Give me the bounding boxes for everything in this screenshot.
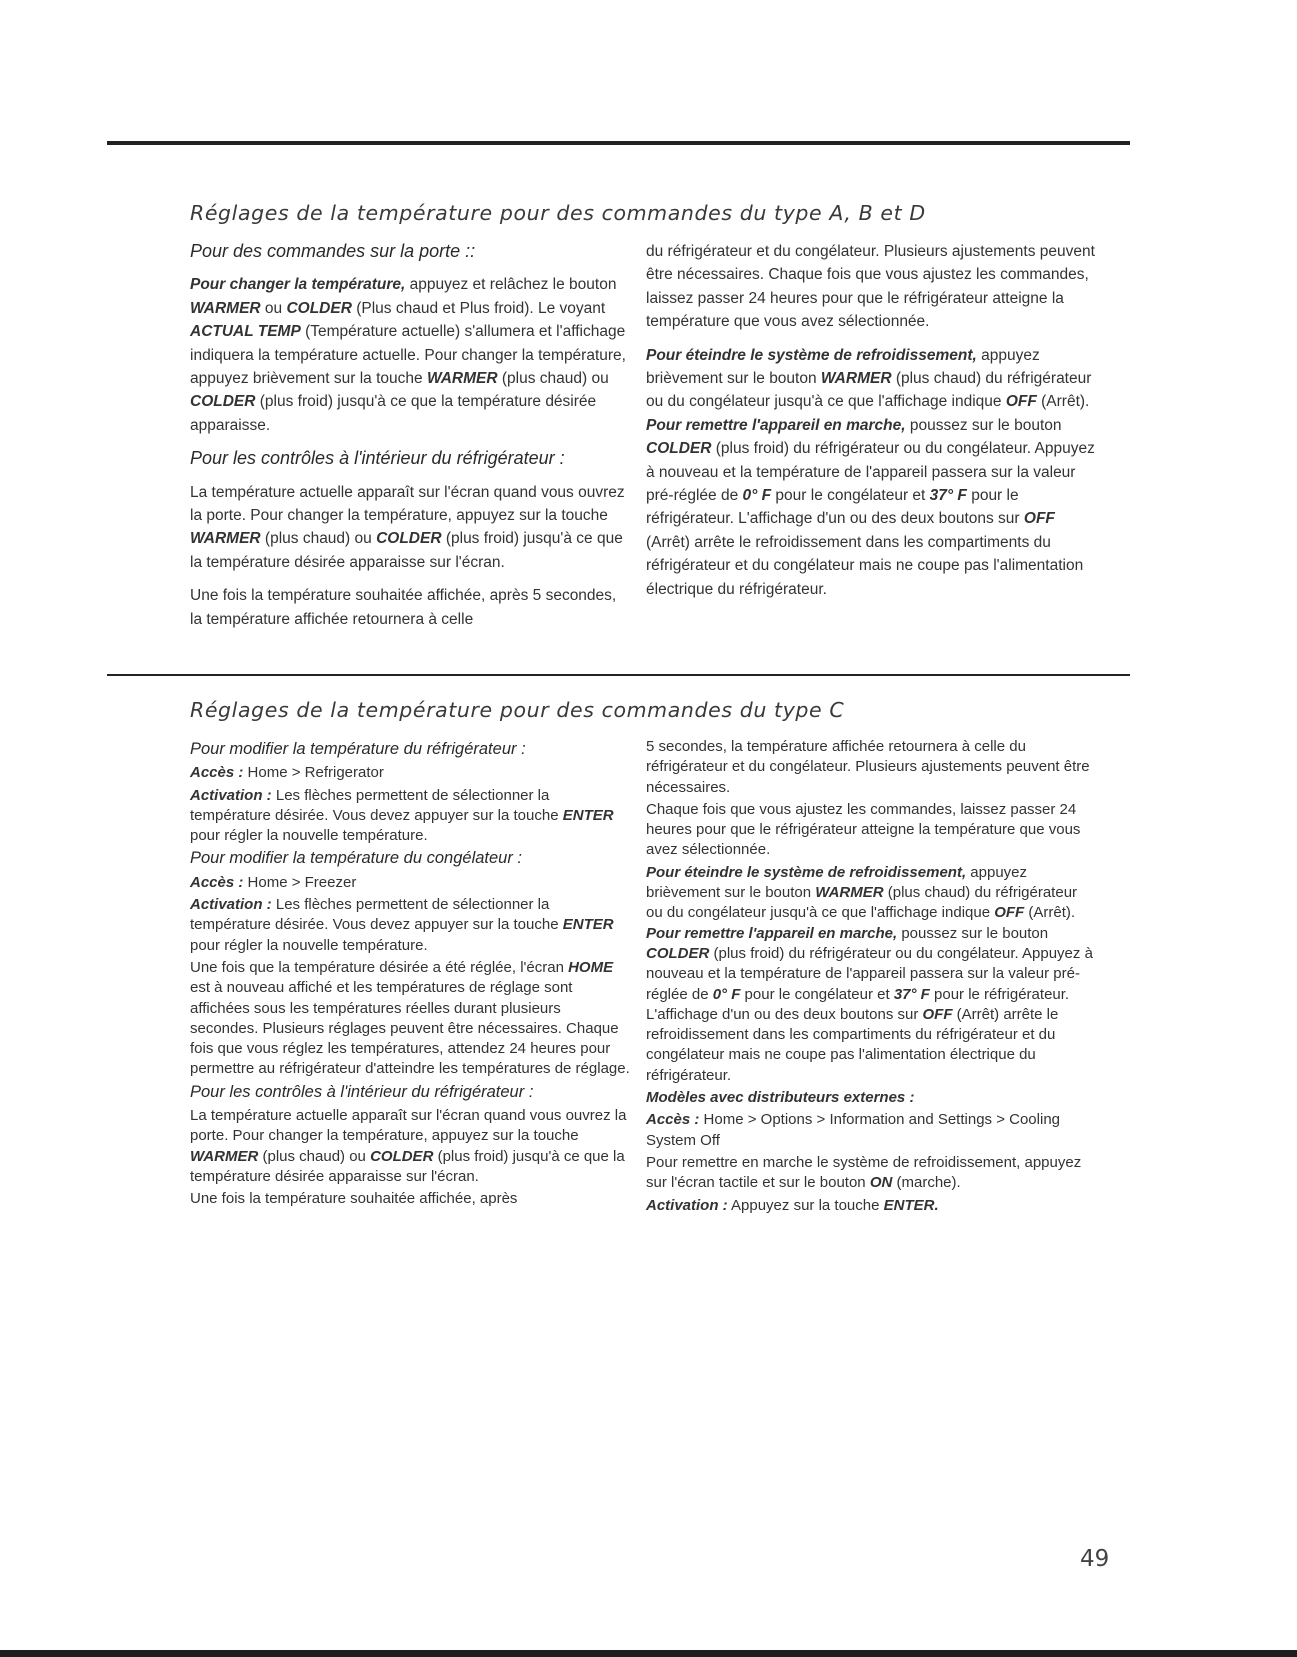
cooling-off-paragraph [646, 344, 1096, 601]
text: est à nouveau affiché et les températures de réglage sont affichées sous les températures réelles durant plusieurs secondes. Plusieurs réglages peuvent être nécessaires. Chaque fois que vous réglez les températures, attendez 24 heures pour permettre au réfrigérateur d'atteindre les températures de réglage. [190, 979, 630, 1078]
freezer-preset: 0° F [712, 985, 741, 1003]
colder-key: COLDER [646, 440, 712, 458]
text: Une fois que la température désirée a été réglée, l'écran [190, 958, 569, 976]
text: appuyez brièvement sur le bouton [646, 863, 1028, 902]
text: (plus froid) jusqu'à ce que la température désirée apparaisse. [190, 393, 597, 434]
section1-right-column [646, 240, 1096, 611]
text: (plus chaud) ou [258, 1147, 371, 1165]
section1-title: Réglages de la température pour des commandes du type A, B et D [190, 201, 926, 225]
text: (Température actuelle) s'allumera et l'affichage indiquera la température actuelle. Pour changer la température, appuyez brièvement sur la touche [190, 323, 626, 388]
text: Les flèches permettent de sélectionner la température désirée. Vous devez appuyer sur la touche [190, 896, 563, 934]
text: (Arrêt). [1036, 393, 1090, 411]
warmer-key: WARMER [820, 370, 892, 388]
enter-key: ENTER [562, 806, 614, 824]
access-label: Accès : [190, 873, 244, 891]
inside-controls-paragraph [190, 481, 630, 575]
section2-left-column [190, 737, 630, 1212]
access-label: Accès : [646, 1111, 700, 1129]
colder-key: COLDER [370, 1147, 434, 1165]
lead-text: Pour remettre l'appareil en marche, [646, 924, 898, 942]
lead-text: Pour remettre l'appareil en marche, [646, 416, 906, 434]
colder-key: COLDER [190, 393, 256, 411]
actual-temp-indicator: ACTUAL TEMP [190, 323, 301, 341]
text: (plus froid) du réfrigérateur ou du congélateur. Appuyez à nouveau et la température de l'appareil passera sur la valeur pré-réglée de [646, 440, 1095, 505]
section2-title: Réglages de la température pour des commandes du type C [190, 698, 845, 722]
section2-right-column [646, 737, 1096, 1218]
external-access [646, 1110, 1096, 1151]
inside-controls-paragraph [190, 1106, 630, 1187]
text: ou [260, 299, 287, 317]
display-return-continued: 5 secondes, la température affichée retournera à celle du réfrigérateur et du congélateur. Plusieurs ajustements peuvent être nécessaires. [646, 738, 1090, 796]
section1-left-column [190, 240, 630, 641]
text: pour le congélateur et [771, 487, 930, 505]
warmer-key: WARMER [815, 884, 884, 902]
text: (plus chaud) du réfrigérateur ou du congélateur jusqu'à ce que l'affichage indique [646, 884, 1078, 922]
change-temp-paragraph [190, 273, 630, 437]
top-rule [107, 141, 1130, 145]
off-label: OFF [1005, 393, 1037, 411]
fridge-access [190, 763, 630, 783]
text: appuyez brièvement sur le bouton [646, 346, 1040, 388]
text: pour régler la nouvelle température. [190, 827, 428, 845]
lead-text: Pour changer la température, [190, 276, 406, 294]
lead-text: Pour éteindre le système de refroidissement, [646, 863, 967, 881]
text: pour le congélateur et [740, 985, 894, 1003]
fridge-activation [190, 786, 630, 847]
text: (plus froid) jusqu'à ce que la température désirée apparaisse sur l'écran. [190, 1147, 625, 1185]
access-path: Home > Options > Information and Settings > Cooling System Off [646, 1111, 1060, 1149]
home-label: HOME [568, 958, 614, 976]
text: (marche). [892, 1174, 961, 1192]
off-label: OFF [994, 904, 1025, 922]
text: Pour remettre en marche le système de refroidissement, appuyez sur l'écran tactile et sur le bouton [646, 1153, 1082, 1192]
text: pour régler la nouvelle température. [190, 936, 428, 954]
text: pour le réfrigérateur. L'affichage d'un ou des deux boutons sur [646, 487, 1024, 528]
text: (plus chaud) du réfrigérateur ou du congélateur jusqu'à ce que l'affichage indique [646, 370, 1092, 411]
display-return-paragraph: Une fois la température souhaitée affichée, après 5 secondes, la température affichée retournera à celle [190, 587, 617, 628]
warmer-key: WARMER [426, 370, 498, 388]
fridge-temp-heading: Pour modifier la température du réfrigérateur : [190, 740, 526, 758]
warmer-key: WARMER [190, 1147, 259, 1165]
restart-cooling-paragraph [646, 1153, 1096, 1194]
access-label: Accès : [190, 764, 244, 782]
text: (plus chaud) ou [497, 370, 609, 388]
lead-text: Pour éteindre le système de refroidissement, [646, 346, 977, 364]
warmer-key: WARMER [190, 530, 261, 548]
section-divider [107, 674, 1130, 676]
freezer-access [190, 873, 630, 893]
inside-controls-heading: Pour les contrôles à l'intérieur du réfrigérateur : [190, 448, 565, 469]
external-dispenser-heading [646, 1088, 1096, 1108]
page-number: 49 [1080, 1546, 1110, 1572]
activation-label: Activation : [646, 1196, 728, 1214]
access-path: Home > Freezer [243, 873, 357, 891]
external-activation [646, 1196, 1096, 1216]
colder-key: COLDER [646, 944, 710, 962]
inside-controls-heading: Pour les contrôles à l'intérieur du réfrigérateur : [190, 1082, 534, 1101]
adjustment-paragraph: du réfrigérateur et du congélateur. Plusieurs ajustements peuvent être nécessaires. Chaque fois que vous ajustez les commandes, laissez passer 24 heures pour que le réfrigérateur atteigne la température que vous avez sélectionnée. [646, 243, 1095, 331]
cooling-off-paragraph [646, 863, 1096, 1086]
door-controls-heading: Pour des commandes sur la porte :: [190, 241, 476, 261]
text: (Arrêt) arrête le refroidissement dans les compartiments du réfrigérateur et du congélateur mais ne coupe pas l'alimentation électrique du réfrigérateur. [646, 1005, 1059, 1084]
enter-key: ENTER [562, 916, 614, 934]
access-path: Home > Refrigerator [243, 764, 384, 782]
colder-key: COLDER [376, 530, 442, 548]
fridge-preset: 37° F [929, 487, 967, 505]
text: poussez sur le bouton [897, 924, 1049, 942]
text: pour le réfrigérateur. L'affichage d'un ou des deux boutons sur [646, 985, 1070, 1023]
heading-text: Modèles avec distributeurs externes : [646, 1089, 915, 1107]
text: La température actuelle apparaît sur l'écran quand vous ouvrez la porte. Pour changer la température, appuyez sur la touche [190, 1107, 627, 1145]
text: poussez sur le bouton [905, 416, 1062, 434]
warmer-key: WARMER [190, 299, 261, 317]
display-return-paragraph: Une fois la température souhaitée affichée, après [190, 1190, 518, 1208]
enter-key: ENTER. [883, 1196, 939, 1214]
text: (plus chaud) ou [260, 530, 377, 548]
text: (plus froid) du réfrigérateur ou du congélateur. Appuyez à nouveau et la température de l'appareil passera sur la valeur pré-réglée de [646, 944, 1093, 1003]
adjustment-paragraph: Chaque fois que vous ajustez les commandes, laissez passer 24 heures pour que le réfrigérateur atteigne la température que vous avez sélectionnée. [646, 800, 1081, 859]
text: appuyez et relâchez le bouton [405, 276, 617, 294]
text: (Plus chaud et Plus froid). Le voyant [351, 299, 606, 317]
home-screen-paragraph [190, 958, 630, 1080]
text: (plus froid) jusqu'à ce que la température désirée apparaisse sur l'écran. [190, 530, 623, 571]
fridge-preset: 37° F [893, 985, 930, 1003]
text: Appuyez sur la touche [727, 1196, 884, 1214]
freezer-temp-heading: Pour modifier la température du congélateur : [190, 849, 523, 868]
on-label: ON [869, 1174, 893, 1192]
off-label: OFF [922, 1005, 953, 1023]
freezer-preset: 0° F [742, 487, 772, 505]
text: Les flèches permettent de sélectionner la température désirée. Vous devez appuyer sur la touche [190, 786, 563, 824]
text: (Arrêt). [1024, 904, 1076, 922]
text: La température actuelle apparaît sur l'écran quand vous ouvrez la porte. Pour changer la température, appuyez sur la touche [190, 483, 625, 525]
colder-key: COLDER [286, 299, 352, 317]
activation-label: Activation : [190, 786, 272, 804]
off-label: OFF [1023, 510, 1055, 528]
freezer-activation [190, 895, 630, 956]
activation-label: Activation : [190, 896, 272, 914]
text: (Arrêt) arrête le refroidissement dans les compartiments du réfrigérateur et du congélateur mais ne coupe pas l'alimentation électrique du réfrigérateur. [646, 533, 1084, 598]
bottom-edge-bar [0, 1650, 1297, 1657]
